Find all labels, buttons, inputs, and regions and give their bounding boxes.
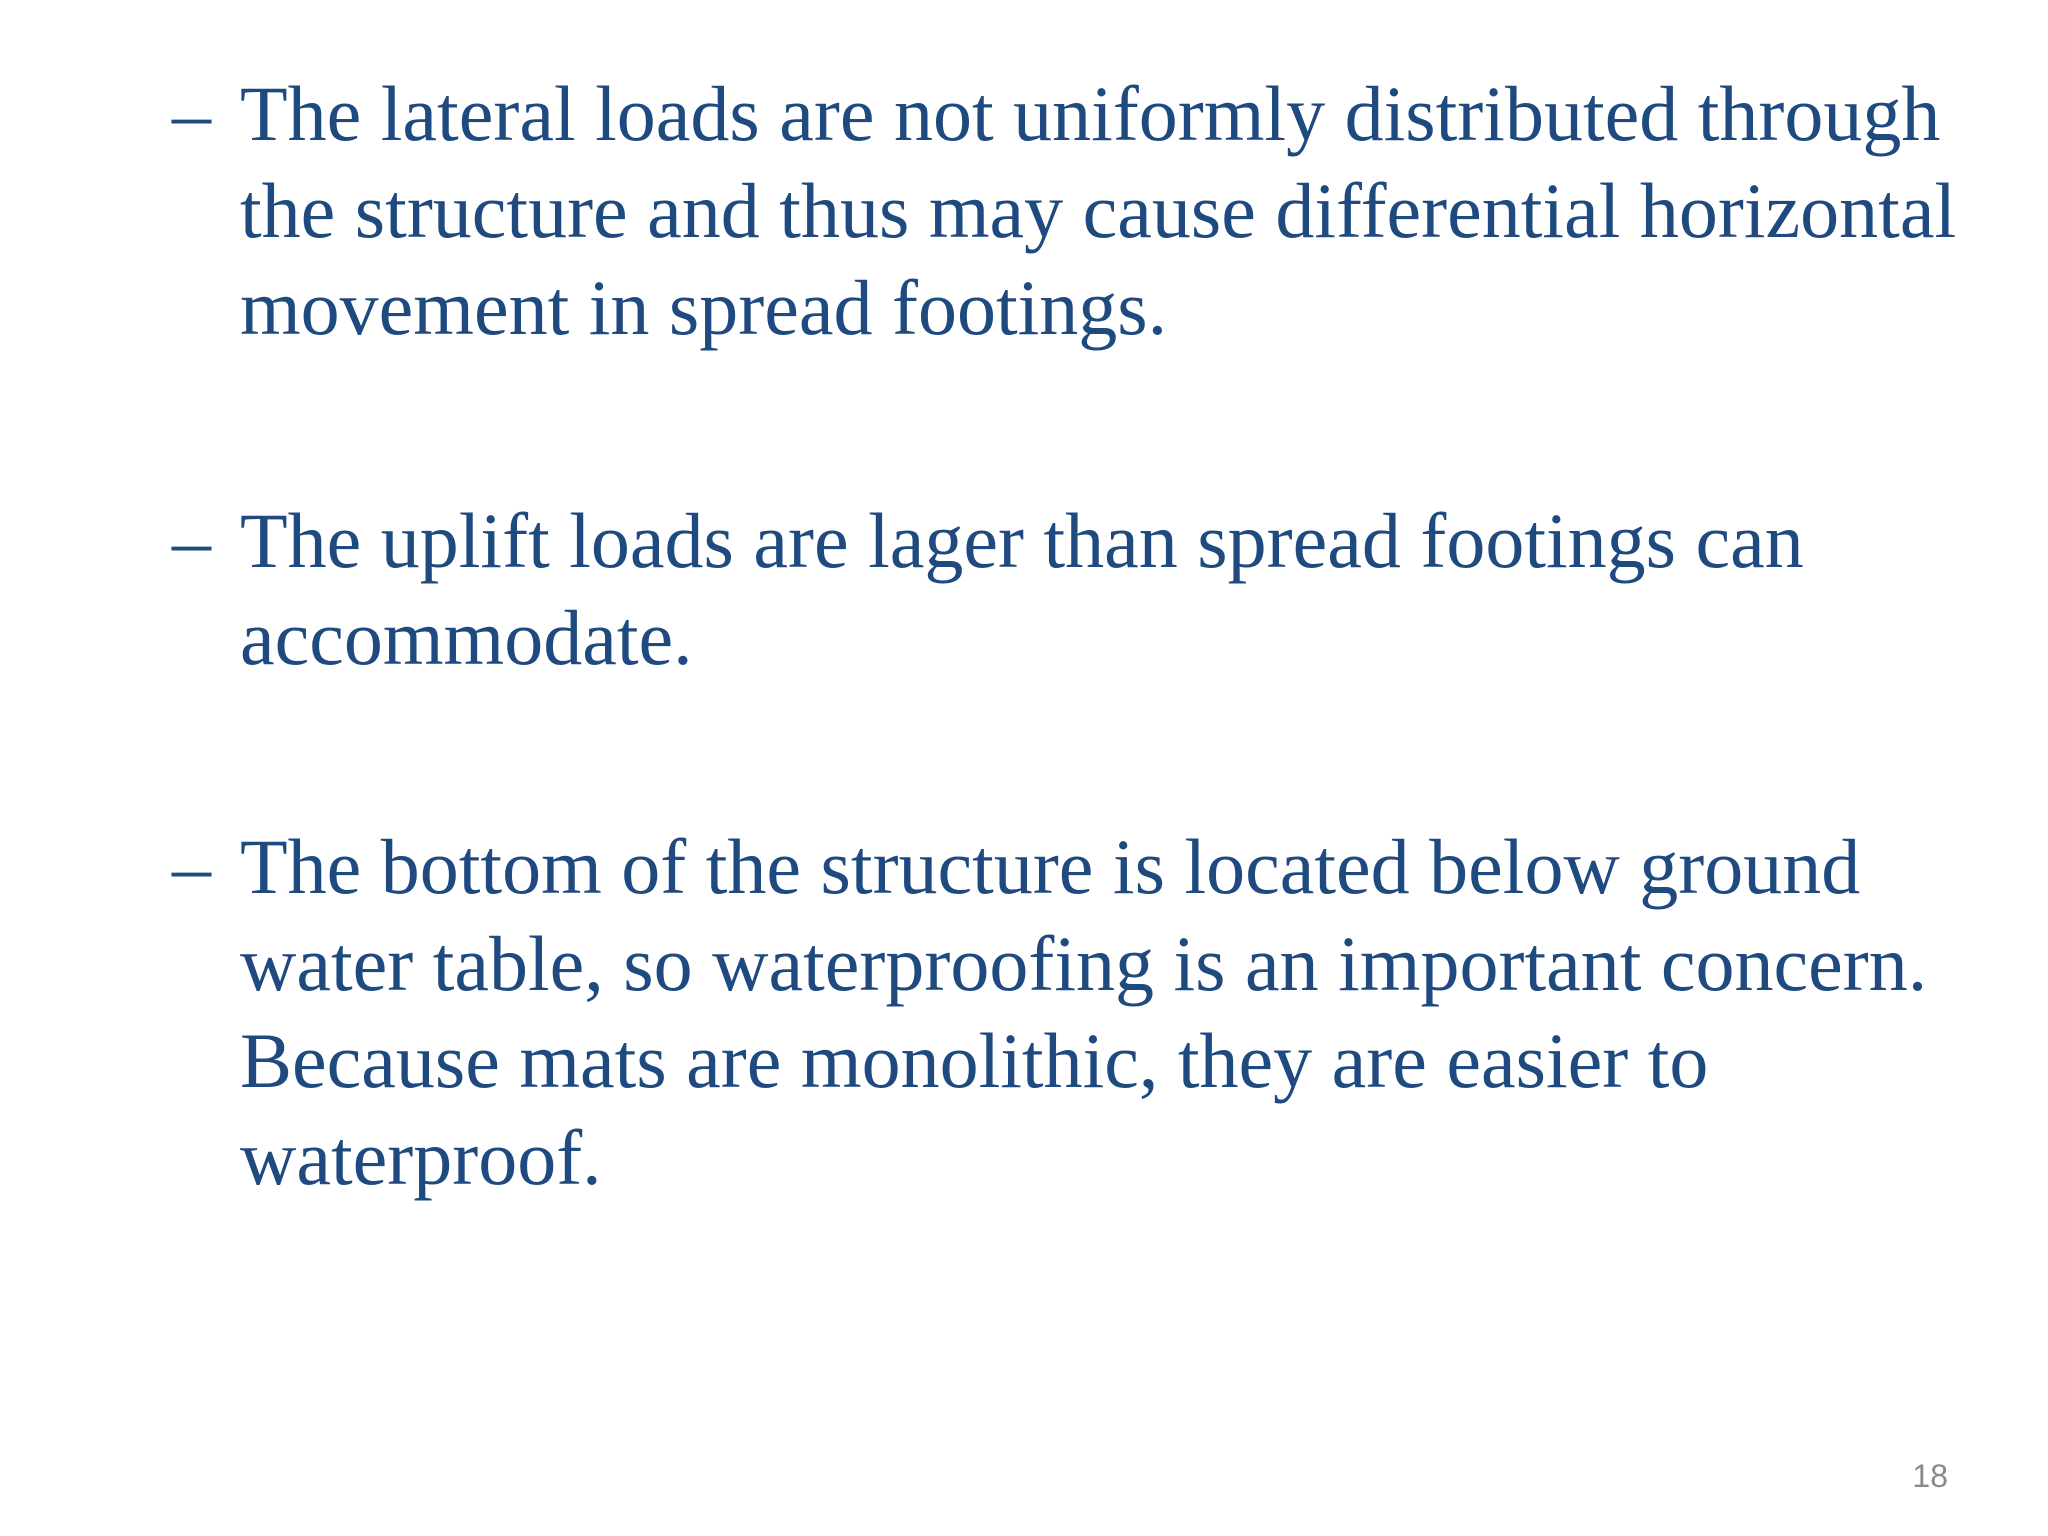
bullet-text: The uplift loads are lager than spread footings can accommodate. <box>240 497 1804 681</box>
bullet-dash: – <box>172 70 211 157</box>
page-number: 18 <box>1912 1458 1948 1494</box>
bullet-dash: – <box>172 823 211 910</box>
bullet-dash: – <box>172 497 211 584</box>
bullet-text: The bottom of the structure is located below ground water table, so waterproofing is an important concern. Because mats are monolithic, they are easier to waterproof. <box>240 823 1928 1201</box>
bullet-text: The lateral loads are not uniformly distributed through the structure and thus may cause differential horizontal movement in spread footings. <box>240 70 1957 351</box>
